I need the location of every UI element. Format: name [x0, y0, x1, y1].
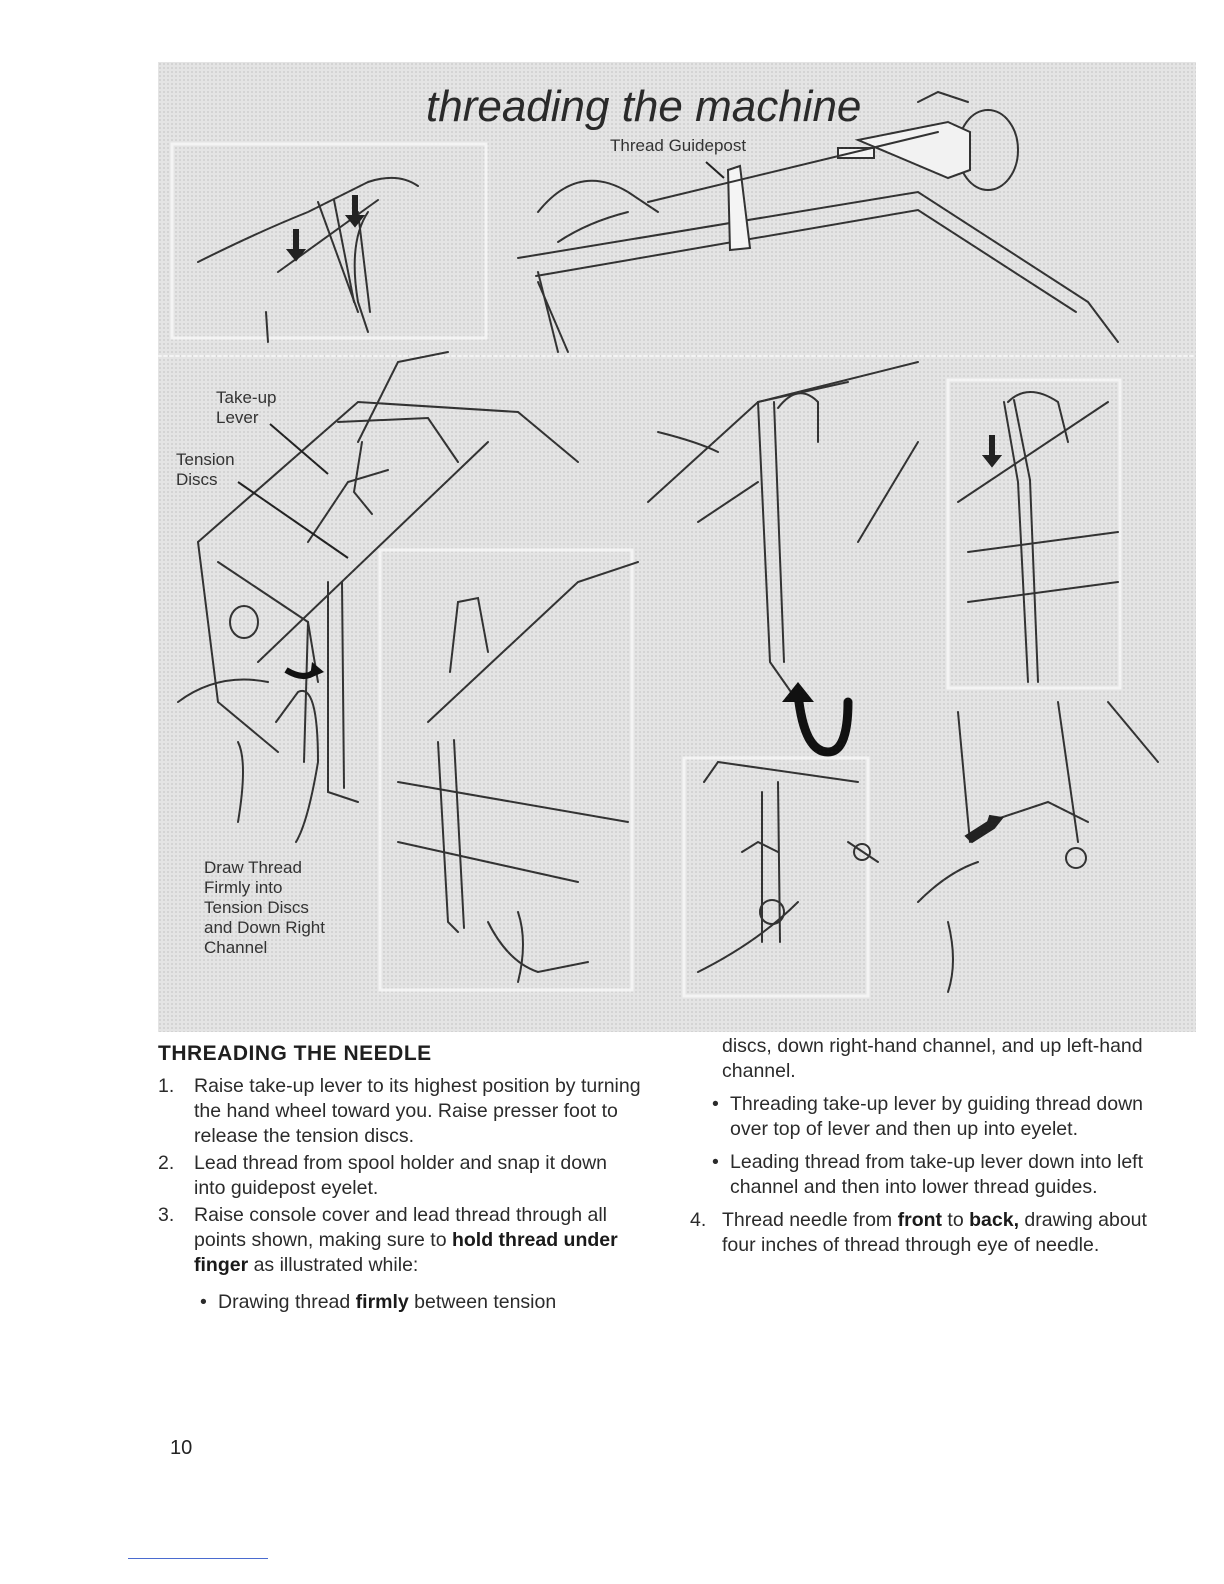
bullet-dot: •: [712, 1151, 719, 1173]
u-turn-arrow: [798, 694, 848, 752]
take-up-lever-label: Take-up Lever: [216, 388, 277, 427]
step-number: 2.: [158, 1152, 175, 1174]
step-text-mid: to: [942, 1209, 970, 1231]
inset-frame-guidepost: [172, 144, 486, 338]
bullet-take-up-lever: [706, 1092, 1168, 1142]
step-emphasis: hold thread under finger: [194, 1229, 618, 1276]
step-text: Lead thread from spool holder and snap it down into guidepost eyelet.: [194, 1152, 608, 1199]
instructions-right-column: [690, 1034, 1168, 1260]
diagonal-arrow: [966, 816, 1002, 842]
inset-frame-lever: [948, 380, 1120, 688]
inset-frame-needle: [684, 758, 868, 996]
step-text: Thread needle from: [722, 1209, 898, 1231]
tension-leader: [238, 482, 348, 558]
machine-top: [518, 192, 1118, 342]
step-text: Raise console cover and lead thread through all points shown, making sure to: [194, 1204, 608, 1251]
bullet-left-channel: [706, 1150, 1168, 1200]
step-1: [158, 1074, 642, 1149]
bullet-emphasis: firmly: [355, 1291, 409, 1313]
draw-thread-label: Draw Thread Firmly into Tension Discs and Down Right Channel: [204, 858, 325, 957]
figure-title: threading the machine: [426, 82, 862, 131]
step-number: 4.: [690, 1209, 707, 1231]
step-number: 3.: [158, 1204, 175, 1226]
step-number: 1.: [158, 1075, 175, 1097]
page-number: 10: [170, 1437, 193, 1459]
bullet-dot: •: [712, 1093, 719, 1115]
thread-guidepost-label: Thread Guidepost: [610, 136, 747, 155]
bullet-text: Leading thread from take-up lever down into left channel and then into lower thread guides.: [730, 1151, 1143, 1198]
emphasis-front: front: [897, 1209, 943, 1231]
step-text: Raise take-up lever to its highest position by turning the hand wheel toward you. Raise presser foot to release the tension discs.: [194, 1075, 641, 1147]
emphasis-back: back,: [969, 1209, 1019, 1231]
inset-frame-channel: [380, 550, 632, 990]
instructions-left-column: [158, 1074, 642, 1323]
step-text-end: drawing about four inches of thread through eye of needle.: [722, 1209, 1147, 1256]
spool-holder: [838, 92, 1018, 190]
bullet-dot: •: [200, 1291, 207, 1313]
bullet-drawing-thread: [194, 1290, 642, 1315]
bullet-text: Drawing thread: [218, 1291, 356, 1313]
tension-discs-label: Tension Discs: [176, 450, 235, 489]
threading-illustration: [158, 62, 1196, 1032]
section-heading: THREADING THE NEEDLE: [158, 1042, 432, 1065]
down-arrow-3: [984, 436, 1000, 466]
step-3: [158, 1203, 642, 1278]
take-up-leader: [270, 424, 328, 474]
guidepost-leader: [706, 162, 724, 178]
bullet-text: Threading take-up lever by guiding thread down over top of lever and then up into eyelet.: [730, 1093, 1144, 1140]
bullet-text-end: between tension: [408, 1291, 557, 1313]
step-text-end: as illustrated while:: [248, 1254, 419, 1276]
step-2: [158, 1151, 642, 1201]
step-4: [690, 1208, 1168, 1258]
bullet-continuation: discs, down right-hand channel, and up left-hand channel.: [722, 1035, 1143, 1082]
bottom-rule: [128, 1558, 268, 1559]
